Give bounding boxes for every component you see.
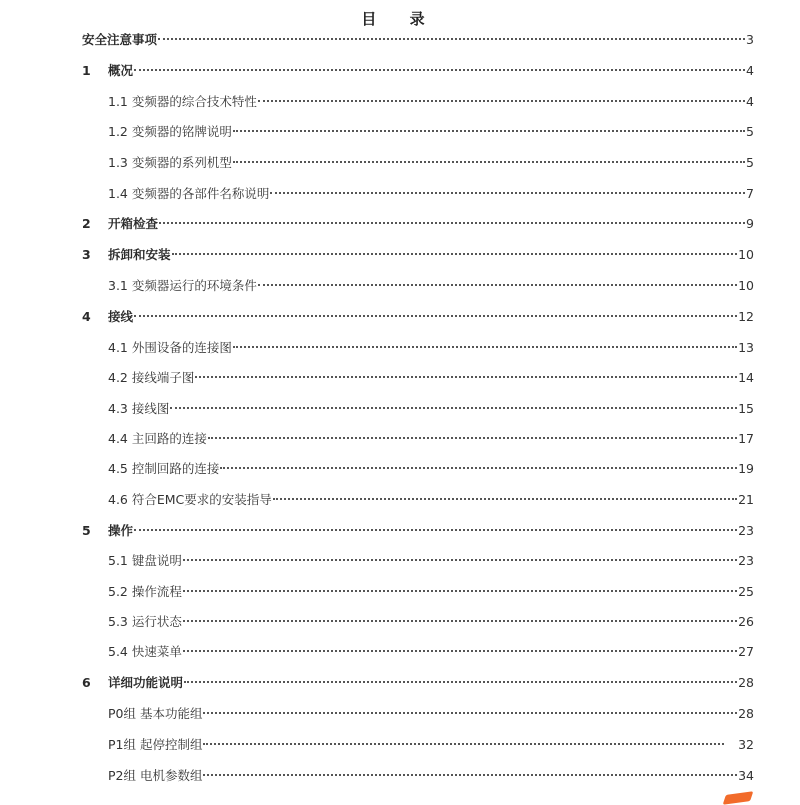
dot-leader [184, 681, 737, 683]
toc-page-number: 32 [738, 737, 754, 752]
dot-leader [170, 407, 737, 409]
toc-entry-safety[interactable] [82, 30, 754, 50]
toc-entry-4-4[interactable] [82, 429, 754, 449]
toc-page-number: 34 [738, 768, 754, 783]
dot-leader [233, 161, 745, 163]
toc-entry-chapter-5[interactable] [82, 521, 754, 541]
toc-entry-text: 1.2 变频器的铭牌说明 [108, 124, 232, 139]
dot-leader [203, 712, 737, 714]
dot-leader [158, 38, 745, 40]
toc-entry-chapter-6[interactable] [82, 673, 754, 693]
toc-page-number: 28 [738, 706, 754, 721]
toc-page-number: 17 [738, 431, 754, 446]
toc-chapter-number: 6 [82, 675, 91, 690]
toc-page-number: 9 [746, 216, 754, 231]
toc-page-number: 26 [738, 614, 754, 629]
toc-page-number: 3 [746, 32, 754, 47]
dot-leader [134, 315, 737, 317]
toc-chapter-number: 3 [82, 247, 91, 262]
dot-leader [172, 253, 738, 255]
toc-entry-text: 4.2 接线端子图 [108, 370, 195, 385]
toc-chapter-number: 5 [82, 523, 91, 538]
dot-leader [134, 69, 745, 71]
dot-leader [183, 590, 737, 592]
dot-leader [183, 620, 737, 622]
dot-leader [233, 130, 745, 132]
toc-title: 目 录 [361, 10, 439, 28]
toc-entry-5-4[interactable] [82, 642, 754, 662]
toc-page-number: 23 [738, 523, 754, 538]
toc-page-number: 21 [738, 492, 754, 507]
toc-entry-4-5[interactable] [82, 459, 754, 479]
toc-page-number: 27 [738, 644, 754, 659]
dot-leader [258, 284, 737, 286]
toc-page-number: 23 [738, 553, 754, 568]
toc-entry-text: 4.6 符合EMC要求的安装指导 [108, 492, 272, 507]
dot-leader [258, 100, 745, 102]
dot-leader [183, 650, 737, 652]
dot-leader [183, 559, 737, 561]
toc-entry-text: 详细功能说明 [108, 675, 184, 690]
dot-leader [220, 467, 737, 469]
toc-entry-text: P1组 起停控制组 [108, 737, 203, 752]
toc-entry-p1[interactable] [82, 735, 754, 755]
toc-entry-5-3[interactable] [82, 612, 754, 632]
toc-page-number: 10 [738, 247, 754, 262]
toc-entry-4-1[interactable] [82, 338, 754, 358]
toc-page-number: 15 [738, 401, 754, 416]
dot-leader [203, 743, 724, 745]
toc-entry-5-1[interactable] [82, 551, 754, 571]
toc-entry-text: 4.5 控制回路的连接 [108, 461, 220, 476]
toc-page-number: 25 [738, 584, 754, 599]
toc-entry-5-2[interactable] [82, 582, 754, 602]
toc-page-number: 7 [746, 186, 754, 201]
toc-entry-1-2[interactable] [82, 122, 754, 142]
toc-entry-1-1[interactable] [82, 92, 754, 112]
toc-page-number: 5 [746, 155, 754, 170]
toc-page-number: 12 [738, 309, 754, 324]
dot-leader [270, 192, 745, 194]
toc-entry-4-2[interactable] [82, 368, 754, 388]
toc-entry-chapter-1[interactable] [82, 61, 754, 81]
page-corner-tab-decoration [723, 791, 754, 805]
toc-page-number: 14 [738, 370, 754, 385]
toc-entry-text: 5.3 运行状态 [108, 614, 182, 629]
toc-entry-text: P0组 基本功能组 [108, 706, 203, 721]
toc-page-number: 13 [738, 340, 754, 355]
toc-entry-text: 1.1 变频器的综合技术特性 [108, 94, 257, 109]
toc-page-number: 5 [746, 124, 754, 139]
toc-entry-4-6[interactable] [82, 490, 754, 510]
toc-entry-text: 1.3 变频器的系列机型 [108, 155, 232, 170]
toc-entry-text: 操作 [108, 523, 134, 538]
toc-entry-3-1[interactable] [82, 276, 754, 296]
dot-leader [273, 498, 737, 500]
dot-leader [159, 222, 745, 224]
dot-leader [195, 376, 737, 378]
toc-entry-p0[interactable] [82, 704, 754, 724]
toc-entry-text: 1.4 变频器的各部件名称说明 [108, 186, 270, 201]
toc-page-number: 28 [738, 675, 754, 690]
dot-leader [233, 346, 737, 348]
toc-entry-p2[interactable] [82, 766, 754, 786]
toc-page-number: 4 [746, 94, 754, 109]
toc-entry-text: 4.4 主回路的连接 [108, 431, 207, 446]
toc-entry-text: 5.2 操作流程 [108, 584, 182, 599]
toc-entry-chapter-4[interactable] [82, 307, 754, 327]
toc-entry-1-3[interactable] [82, 153, 754, 173]
toc-entry-text: 拆卸和安装 [108, 247, 171, 262]
dot-leader [134, 529, 737, 531]
toc-entry-text: 5.1 键盘说明 [108, 553, 182, 568]
toc-entry-text: 接线 [108, 309, 134, 324]
toc-chapter-number: 1 [82, 63, 91, 78]
toc-page-number: 4 [746, 63, 754, 78]
toc-entry-chapter-3[interactable] [82, 245, 754, 265]
toc-entry-text: 5.4 快速菜单 [108, 644, 182, 659]
toc-page-number: 10 [738, 278, 754, 293]
toc-entry-text: 概况 [108, 63, 134, 78]
toc-entry-text: 4.1 外围设备的连接图 [108, 340, 232, 355]
toc-entry-text: 开箱检查 [108, 216, 159, 231]
toc-page-number: 19 [738, 461, 754, 476]
toc-entry-text: 安全注意事项 [82, 32, 158, 47]
toc-entry-chapter-2[interactable] [82, 214, 754, 234]
toc-chapter-number: 2 [82, 216, 91, 231]
toc-entry-text: 4.3 接线图 [108, 401, 170, 416]
toc-chapter-number: 4 [82, 309, 91, 324]
toc-entry-text: P2组 电机参数组 [108, 768, 203, 783]
toc-entry-1-4[interactable] [82, 184, 754, 204]
toc-entry-text: 3.1 变频器运行的环境条件 [108, 278, 257, 293]
toc-entry-4-3[interactable] [82, 399, 754, 419]
dot-leader [203, 774, 737, 776]
dot-leader [208, 437, 737, 439]
